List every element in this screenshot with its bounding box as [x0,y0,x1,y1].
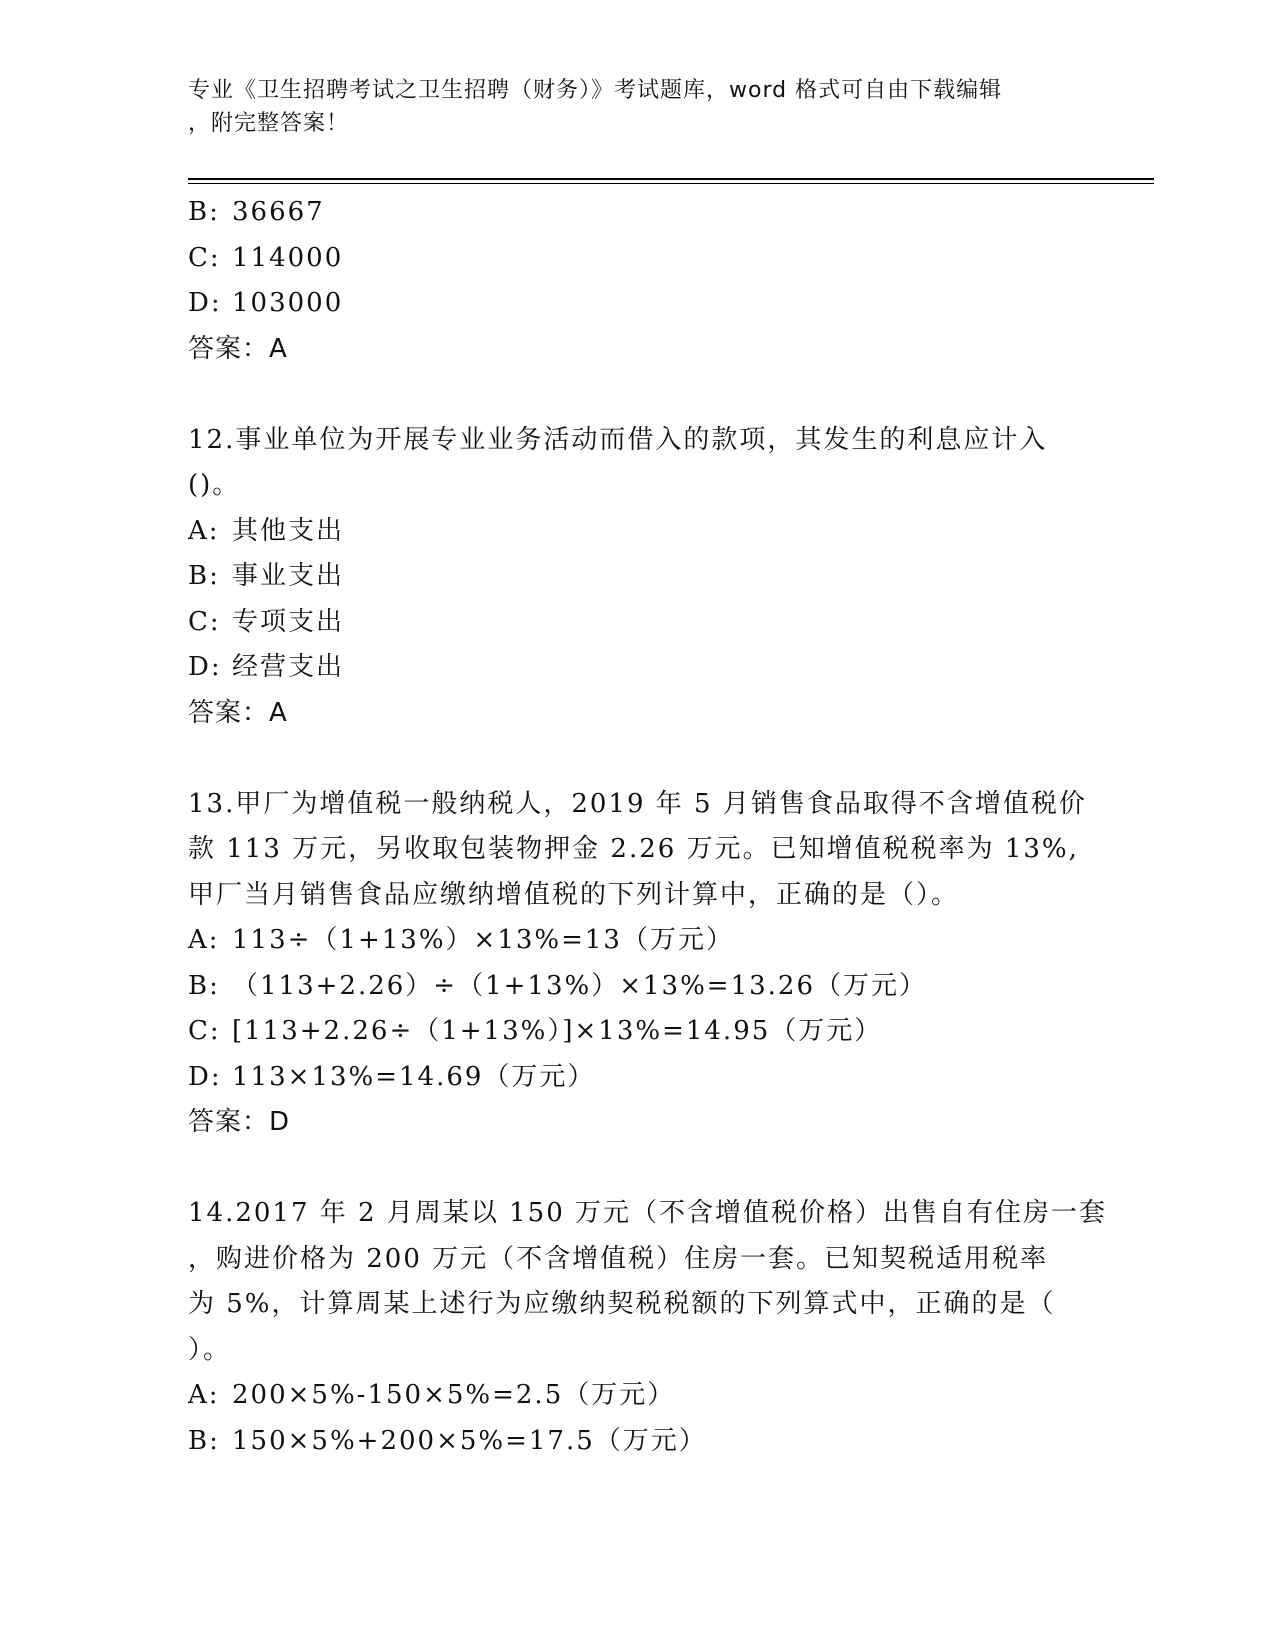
question-14 [188,1191,1108,1464]
option-d: D: 103000 [188,288,344,318]
question-text-line: 13.甲厂为增值税一般纳税人，2019 年 5 月销售食品取得不含增值税价 [188,788,1087,819]
question-12 [188,418,1088,737]
question-text-line: ，购进价格为 200 万元（不含增值税）住房一套。已知契税适用税率 [188,1243,1049,1274]
question-text-line: ）。 [188,1334,232,1365]
header-divider-thick [188,178,1154,180]
previous-question-options [188,190,1088,327]
question-13 [188,782,1088,1146]
question-text-line: 14.2017 年 2 月周某以 150 万元（不含增值税价格）出售自有住房一套 [188,1198,1108,1228]
header-divider-thin [188,183,1154,184]
answer-line: 答案：D [188,1107,291,1137]
question-text-line: 款 113 万元，另收取包装物押金 2.26 万元。已知增值税税率为 13%, [188,834,1079,864]
option-a: A: 其他支出 [188,515,345,546]
question-text-line: 甲厂当月销售食品应缴纳增值税的下列计算中，正确的是（）。 [188,879,960,910]
question-text-line: 12.事业单位为开展专业业务活动而借入的款项，其发生的利息应计入 [188,424,1048,455]
option-b: B: 36667 [188,197,325,227]
answer-line: 答案：A [188,697,288,728]
question-text-line: 为 5%，计算周某上述行为应缴纳契税税额的下列算式中，正确的是（ [188,1289,1056,1319]
header-line-2: ，附完整答案！ [188,111,350,136]
document-header [188,74,1068,140]
option-a: A: 113÷（1+13%）×13%=13（万元） [188,925,734,955]
answer-line: 答案：A [188,333,288,364]
option-c: C: [113+2.26÷（1+13%）]×13%=14.95（万元） [188,1016,883,1046]
question-text-line: ()。 [188,470,241,500]
option-b: B: 150×5%+200×5%=17.5（万元） [188,1425,707,1456]
option-c: C: 专项支出 [188,606,345,637]
option-d: D: 经营支出 [188,652,345,682]
option-c: C: 114000 [188,242,344,273]
option-a: A: 200×5%-150×5%=2.5（万元） [188,1380,676,1410]
question-list [188,190,1108,1464]
option-b: B: 事业支出 [188,561,345,591]
option-b: B: （113+2.26）÷（1+13%）×13%=13.26（万元） [188,970,927,1001]
option-d: D: 113×13%=14.69（万元） [188,1061,596,1092]
header-line-1: 专业《卫生招聘考试之卫生招聘（财务）》考试题库，word 格式可自由下载编辑 [188,78,1003,103]
